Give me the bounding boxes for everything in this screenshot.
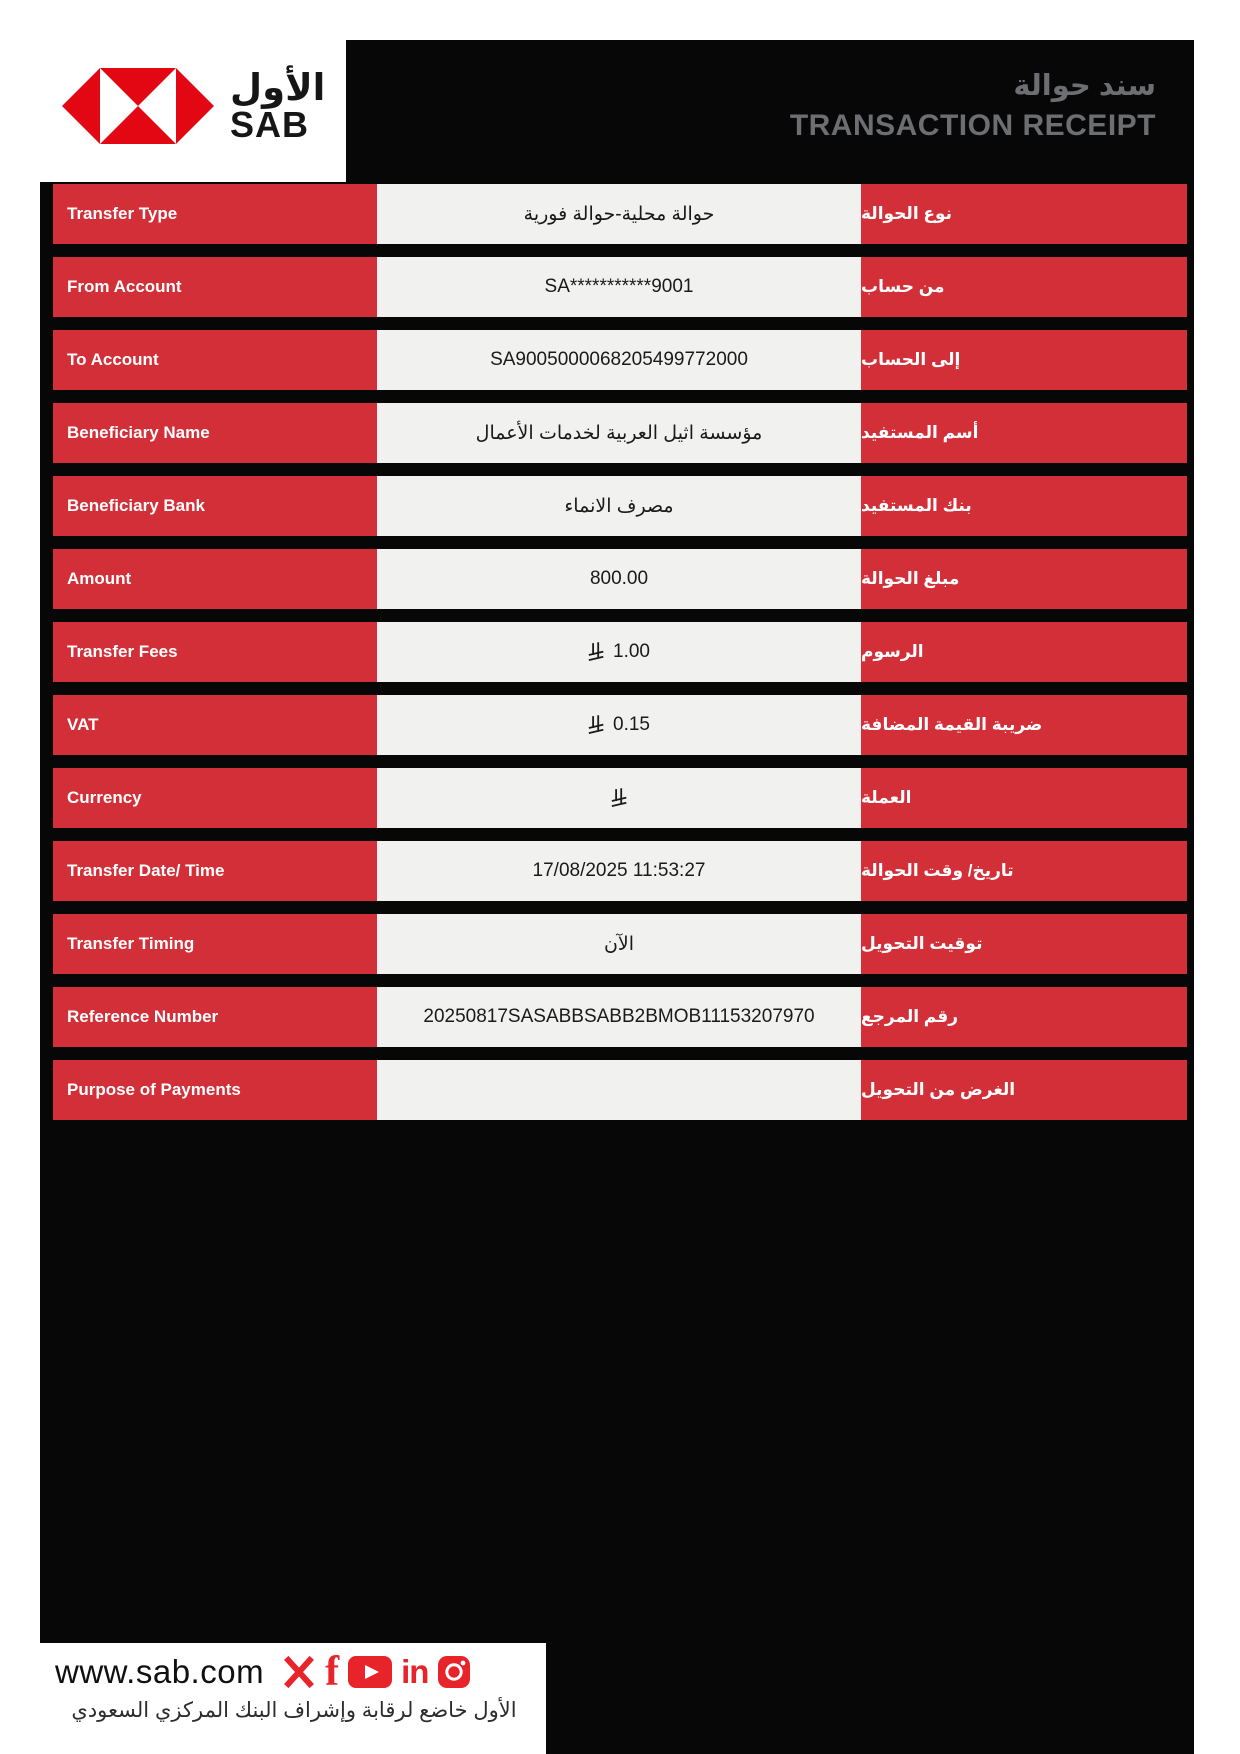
receipt-row [53, 768, 1187, 828]
row-label-arabic: بنك المستفيد [861, 476, 1187, 536]
row-label-english: To Account [53, 330, 377, 390]
row-value [377, 841, 861, 901]
receipt-row [53, 914, 1187, 974]
row-label-english: Beneficiary Bank [53, 476, 377, 536]
row-label-english: Transfer Timing [53, 914, 377, 974]
receipt-row [53, 184, 1187, 244]
row-label-arabic: توقيت التحويل [861, 914, 1187, 974]
footer-panel [40, 1643, 546, 1754]
row-label-english: Transfer Fees [53, 622, 377, 682]
receipt-row [53, 695, 1187, 755]
row-value [377, 768, 861, 828]
website-link[interactable]: www.sab.com [55, 1653, 265, 1690]
row-value-text: 1.00 [613, 641, 650, 662]
row-value [377, 330, 861, 390]
row-value-text: 0.15 [613, 714, 650, 735]
row-label-arabic: مبلغ الحوالة [861, 549, 1187, 609]
saudi-riyal-symbol [588, 642, 605, 663]
row-label-arabic: إلى الحساب [861, 330, 1187, 390]
sab-logo-wordmark [230, 66, 326, 145]
row-value-text: حوالة محلية-حوالة فورية [523, 203, 715, 225]
row-value-text: 800.00 [589, 568, 649, 589]
receipt-row [53, 622, 1187, 682]
receipt-rows [53, 184, 1187, 1120]
instagram-icon[interactable] [437, 1655, 471, 1689]
row-value-text: مؤسسة اثيل العربية لخدمات الأعمال [475, 422, 763, 444]
saudi-riyal-symbol [588, 715, 605, 736]
receipt-header [790, 68, 1156, 143]
row-value [377, 403, 861, 463]
regulator-note-arabic: الأول خاضع لرقابة وإشراف البنك المركزي السعودي [71, 1699, 517, 1722]
row-label-english: VAT [53, 695, 377, 755]
row-value [377, 184, 861, 244]
saudi-riyal-symbol [611, 788, 628, 809]
receipt-row [53, 1060, 1187, 1120]
row-value [377, 695, 861, 755]
row-value-text: الآن [603, 933, 635, 955]
row-label-arabic: من حساب [861, 257, 1187, 317]
row-label-english: Currency [53, 768, 377, 828]
row-value-text: 20250817SASABBSABB2BMOB11153207970 [423, 1006, 815, 1027]
row-label-arabic: تاريخ/ وقت الحوالة [861, 841, 1187, 901]
row-label-english: Reference Number [53, 987, 377, 1047]
sab-logo-panel [40, 30, 346, 182]
sab-hexagon-logo-icon [62, 68, 214, 144]
row-label-english: Transfer Type [53, 184, 377, 244]
row-label-english: Beneficiary Name [53, 403, 377, 463]
row-value [377, 257, 861, 317]
row-label-arabic: رقم المرجع [861, 987, 1187, 1047]
row-value [377, 1060, 861, 1120]
row-label-english: From Account [53, 257, 377, 317]
youtube-icon[interactable] [348, 1656, 392, 1688]
sab-logo-arabic-name: الأول [230, 66, 326, 108]
row-label-english: Purpose of Payments [53, 1060, 377, 1120]
row-value-text: SA9005000068205499772000 [490, 349, 748, 370]
receipt-row [53, 549, 1187, 609]
row-label-arabic: العملة [861, 768, 1187, 828]
row-label-arabic: ضريبة القيمة المضافة [861, 695, 1187, 755]
receipt-row [53, 841, 1187, 901]
row-value [377, 549, 861, 609]
x-twitter-icon[interactable] [282, 1655, 316, 1689]
receipt-title-english: TRANSACTION RECEIPT [789, 109, 1156, 142]
row-value-text: مصرف الانماء [564, 495, 674, 517]
receipt-row [53, 330, 1187, 390]
row-value [377, 476, 861, 536]
row-value [377, 987, 861, 1047]
row-label-arabic: نوع الحوالة [861, 184, 1187, 244]
row-value-text: 17/08/2025 11:53:27 [532, 860, 706, 881]
facebook-icon[interactable]: f [325, 1649, 340, 1695]
row-label-arabic: أسم المستفيد [861, 403, 1187, 463]
social-icons [282, 1649, 471, 1695]
row-value [377, 622, 861, 682]
receipt-title-arabic: سند حوالة [1013, 70, 1156, 102]
row-label-arabic: الرسوم [861, 622, 1187, 682]
footer-links-row [55, 1649, 546, 1695]
receipt-row [53, 257, 1187, 317]
row-label-arabic: الغرض من التحويل [861, 1060, 1187, 1120]
receipt-row [53, 987, 1187, 1047]
receipt-row [53, 403, 1187, 463]
linkedin-icon[interactable]: in [401, 1653, 429, 1690]
row-label-english: Transfer Date/ Time [53, 841, 377, 901]
row-value [377, 914, 861, 974]
row-value-text: SA***********9001 [544, 276, 694, 297]
receipt-row [53, 476, 1187, 536]
sab-logo-english-name: SAB [230, 103, 310, 145]
row-label-english: Amount [53, 549, 377, 609]
